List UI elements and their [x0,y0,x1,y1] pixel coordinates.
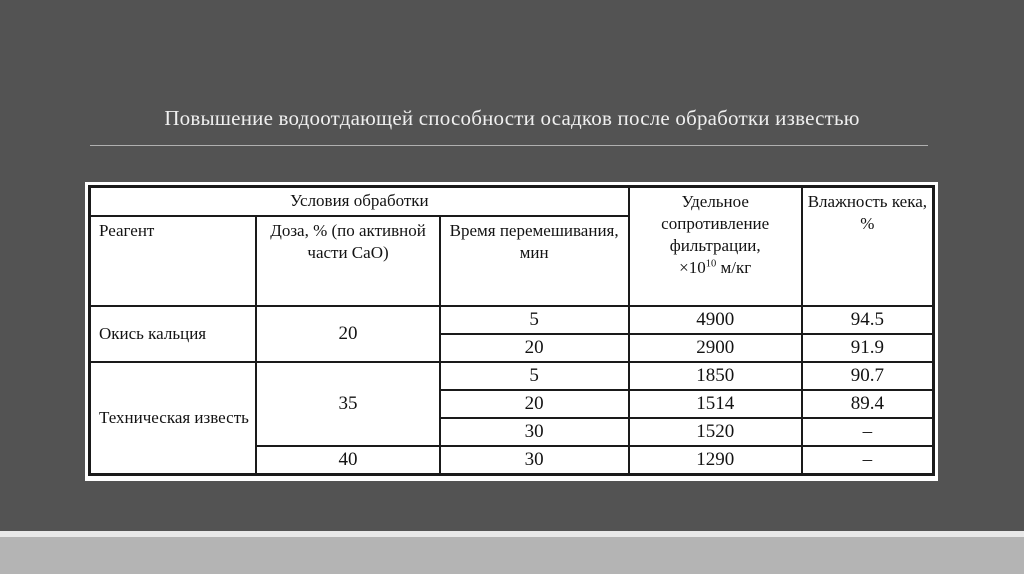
cell-resistance: 2900 [629,334,802,362]
header-reagent: Реагент [90,216,257,306]
cell-resistance: 1514 [629,390,802,418]
cell-resistance: 1850 [629,362,802,390]
cell-time: 5 [440,362,629,390]
cell-dose: 35 [256,362,439,446]
table-container [85,182,938,481]
header-resistance [629,187,802,306]
cell-resistance: 1290 [629,446,802,475]
header-moisture: Влажность кека, % [802,187,934,306]
header-resistance-factor: $\times 10^{10}$ м/кг [679,258,752,277]
cell-reagent: Техническая известь [90,362,257,475]
cell-resistance: 4900 [629,306,802,334]
cell-dose: 40 [256,446,439,475]
cell-reagent: Окись кальция [90,306,257,362]
cell-moisture: 90.7 [802,362,934,390]
cell-resistance: 1520 [629,418,802,446]
cell-moisture: 94.5 [802,306,934,334]
footer-strip-gray [0,537,1024,574]
cell-moisture: 91.9 [802,334,934,362]
header-resistance-label: Удельное сопротивление фильтрации, [661,192,770,255]
table-row [90,362,934,390]
table-row [90,306,934,334]
cell-moisture: 89.4 [802,390,934,418]
cell-time: 20 [440,390,629,418]
slide-title: Повышение водоотдающей способности осадков после обработки известью [164,106,860,130]
cell-time: 20 [440,334,629,362]
cell-moisture: – [802,418,934,446]
header-dose: Доза, % (по активной части CaO) [256,216,439,306]
cell-time: 30 [440,418,629,446]
title-underline [90,145,928,146]
data-table [88,185,935,476]
header-conditions-group: Условия обработки [90,187,629,216]
cell-moisture: – [802,446,934,475]
cell-time: 30 [440,446,629,475]
header-mixing-time: Время перемешивания, мин [440,216,629,306]
cell-dose: 20 [256,306,439,362]
cell-time: 5 [440,306,629,334]
